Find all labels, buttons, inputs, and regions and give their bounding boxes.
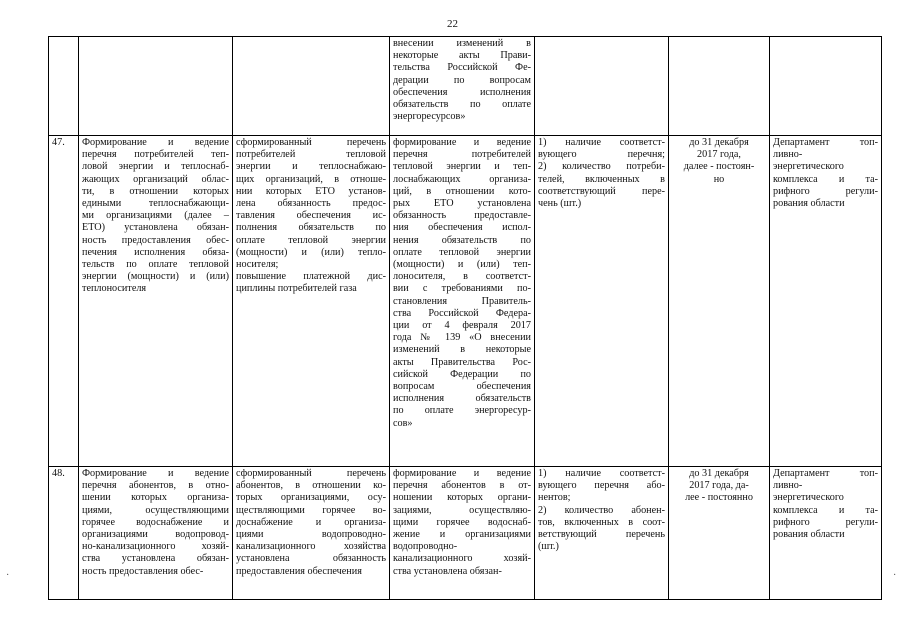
document-cell	[390, 136, 535, 467]
margin-mark-right: ·	[893, 570, 897, 581]
text-line: рифного регули-	[773, 516, 878, 528]
table-row	[49, 37, 882, 136]
text-line: циплины потребителей газа	[236, 283, 357, 295]
text-line: Формирование и ведение	[82, 137, 229, 148]
text-line: повышение платежной дис-	[236, 271, 386, 283]
text-line: ществляющими горячее во-	[236, 504, 386, 516]
text-line: ти, в отношении которых	[82, 185, 229, 197]
text-line: исполнения обязательств	[393, 393, 531, 405]
text-line: оплате тепловой энергии	[236, 234, 386, 246]
text-line: лоносителя, в соответст-	[393, 271, 531, 283]
text-line: чень (шт.)	[538, 198, 582, 210]
text-line: телей, включенных в	[538, 173, 665, 185]
text-line: перечня абонентов в от-	[393, 480, 531, 492]
text-line: вующего перечня або-	[538, 480, 665, 492]
text-line: торых организациями, осу-	[236, 492, 386, 504]
text-line: щими горячее водоснаб-	[393, 516, 531, 528]
text-line: сформированный перечень	[236, 468, 386, 479]
expected-result-cell	[233, 37, 390, 136]
text-line: рования области	[773, 529, 845, 541]
text-line: некоторые акты Прави-	[393, 50, 531, 62]
text-line: ства установлена обязан-	[393, 565, 502, 577]
text-line: изменений в некоторые	[393, 344, 531, 356]
table-row	[49, 467, 882, 600]
deadline-cell	[669, 37, 770, 136]
text-line: зациями, осуществляю-	[393, 504, 531, 516]
text-line: Департамент топ-	[773, 137, 878, 148]
text-line: тов, включенных в соот-	[538, 516, 665, 528]
text-line: тельств по оплате тепловой	[82, 259, 229, 271]
text-line: щих организаций, в отноше-	[236, 173, 386, 185]
text-line: ность предоставления обес-	[82, 234, 229, 246]
text-line: дерации по вопросам	[393, 74, 531, 86]
text-line: тельства Российской Фе-	[393, 62, 531, 74]
text-line: формирование и ведение	[393, 137, 531, 148]
text-line: обязанность предоставле-	[393, 210, 531, 222]
text-line: канализационного хозяй-	[393, 553, 531, 565]
text-line: перечня потребителей теп-	[82, 149, 229, 161]
text-line: (мощности) и (или) тепло-	[236, 246, 386, 258]
text-line: лее - постоянно	[685, 492, 753, 504]
text-line: 2) количество потреби-	[538, 161, 665, 173]
measures-table	[48, 36, 882, 600]
text-line: сформированный перечень	[236, 137, 386, 148]
text-line: канализационного хозяйства	[236, 541, 386, 553]
text-line: комплекса и та-	[773, 504, 878, 516]
text-line: 2017 года,	[697, 149, 741, 161]
text-line: но-канализационного хозяй-	[82, 541, 229, 553]
table-row	[49, 136, 882, 467]
text-line: печения исполнения обяза-	[82, 246, 229, 258]
text-line: ношении которых органи-	[393, 492, 531, 504]
text-line: обязательств по оплате	[393, 99, 531, 111]
measure-cell	[79, 37, 233, 136]
text-line: нения обязательств по	[393, 234, 531, 246]
text-line: ловой энергии и теплоснаб-	[82, 161, 229, 173]
text-line: ции от 4 февраля 2017	[393, 320, 531, 332]
text-line: ЕТО) установлена обязан-	[82, 222, 229, 234]
text-line: 1) наличие соответст-	[538, 137, 665, 148]
text-line: (мощности) и (или) теп-	[393, 259, 531, 271]
text-line: абонентов, в отношении ко-	[236, 480, 386, 492]
text-line: Департамент топ-	[773, 468, 878, 479]
text-line: Формирование и ведение	[82, 468, 229, 479]
text-line: энергетического	[773, 492, 844, 504]
text-line: энергетического	[773, 161, 844, 173]
text-line: 2) количество абонен-	[538, 504, 665, 516]
text-line: организациями водопровод-	[82, 529, 229, 541]
indicator-cell	[535, 136, 669, 467]
text-line: ливно-	[773, 480, 803, 492]
text-line: вии с требованиями по-	[393, 283, 531, 295]
text-line: становления Правитель-	[393, 295, 531, 307]
text-line: вующего перечня;	[538, 149, 665, 161]
text-line: перечня абонентов, в отно-	[82, 480, 229, 492]
measure-cell	[79, 467, 233, 600]
text-line: лоснабжающих организа-	[393, 173, 531, 185]
document-cell	[390, 37, 535, 136]
text-line: носителя;	[236, 259, 279, 271]
text-line: циями водопроводно-	[236, 529, 386, 541]
text-line: установлена обязанность	[236, 553, 386, 565]
text-line: внесении изменений в	[393, 38, 531, 49]
text-line: энергии (мощности) и (или)	[82, 271, 229, 283]
text-line: года № 139 «О внесении	[393, 332, 531, 344]
text-line: рования области	[773, 198, 845, 210]
text-line: шении которых организа-	[82, 492, 229, 504]
text-line: жение и организациями	[393, 529, 531, 541]
text-line: перечня потребителей	[393, 149, 531, 161]
indicator-cell	[535, 37, 669, 136]
responsible-cell	[770, 37, 882, 136]
text-line: 2017 года, да-	[689, 480, 749, 492]
text-line: доснабжение и организа-	[236, 516, 386, 528]
row-number-cell: 48.	[49, 467, 79, 600]
text-line: но	[713, 173, 725, 185]
measure-cell	[79, 136, 233, 467]
margin-mark-left: ·	[6, 570, 10, 581]
text-line: далее - постоян-	[683, 161, 755, 173]
text-line: ций, в отношении кото-	[393, 185, 531, 197]
row-number-cell: 47.	[49, 136, 79, 467]
text-line: сийской Федерации по	[393, 368, 531, 380]
text-line: акты Правительства Рос-	[393, 356, 531, 368]
text-line: потребителей тепловой	[236, 149, 386, 161]
indicator-cell	[535, 467, 669, 600]
text-line: формирование и ведение	[393, 468, 531, 479]
text-line: оплате тепловой энергии	[393, 246, 531, 258]
text-line: лена обязанность предос-	[236, 198, 386, 210]
text-line: жающих организаций облас-	[82, 173, 229, 185]
text-line: полнения обязательств по	[236, 222, 386, 234]
text-line: 1) наличие соответст-	[538, 468, 665, 479]
responsible-cell	[770, 467, 882, 600]
text-line: ми организациями (далее –	[82, 210, 229, 222]
text-line: по оплате энергоресур-	[393, 405, 531, 417]
text-line: горячее водоснабжение и	[82, 516, 229, 528]
text-line: тавления обеспечения ис-	[236, 210, 386, 222]
document-cell	[390, 467, 535, 600]
expected-result-cell	[233, 136, 390, 467]
text-line: тепловой энергии и теп-	[393, 161, 531, 173]
text-line: ства установлена обязан-	[82, 553, 229, 565]
text-line: ность предоставления обес-	[82, 565, 204, 577]
text-line: ния обеспечения испол-	[393, 222, 531, 234]
text-line: нии которых ЕТО установ-	[236, 185, 386, 197]
text-line: до 31 декабря	[689, 468, 749, 479]
deadline-cell	[669, 467, 770, 600]
text-line: едиными теплоснабжающи-	[82, 198, 229, 210]
text-line: (шт.)	[538, 541, 559, 553]
text-line: комплекса и та-	[773, 173, 878, 185]
text-line: предоставления обеспечения	[236, 565, 362, 577]
text-line: энергии и теплоснабжаю-	[236, 161, 386, 173]
text-line: сов»	[393, 417, 413, 429]
text-line: вопросам обеспечения	[393, 381, 531, 393]
text-line: нентов;	[538, 492, 571, 504]
text-line: рых ЕТО установлена	[393, 198, 531, 210]
text-line: ливно-	[773, 149, 803, 161]
expected-result-cell	[233, 467, 390, 600]
text-line: до 31 декабря	[689, 137, 749, 148]
responsible-cell	[770, 136, 882, 467]
text-line: водопроводно-	[393, 541, 458, 553]
page-number: 22	[447, 18, 458, 30]
text-line: энергоресурсов»	[393, 111, 466, 123]
deadline-cell	[669, 136, 770, 467]
text-line: ства Российской Федера-	[393, 307, 531, 319]
text-line: рифного регули-	[773, 185, 878, 197]
text-line: соответствующий пере-	[538, 185, 665, 197]
text-line: циями, осуществляющими	[82, 504, 229, 516]
text-line: теплоносителя	[82, 283, 147, 295]
row-number-cell	[49, 37, 79, 136]
text-line: ветствующий перечень	[538, 529, 665, 541]
text-line: обеспечения исполнения	[393, 86, 531, 98]
